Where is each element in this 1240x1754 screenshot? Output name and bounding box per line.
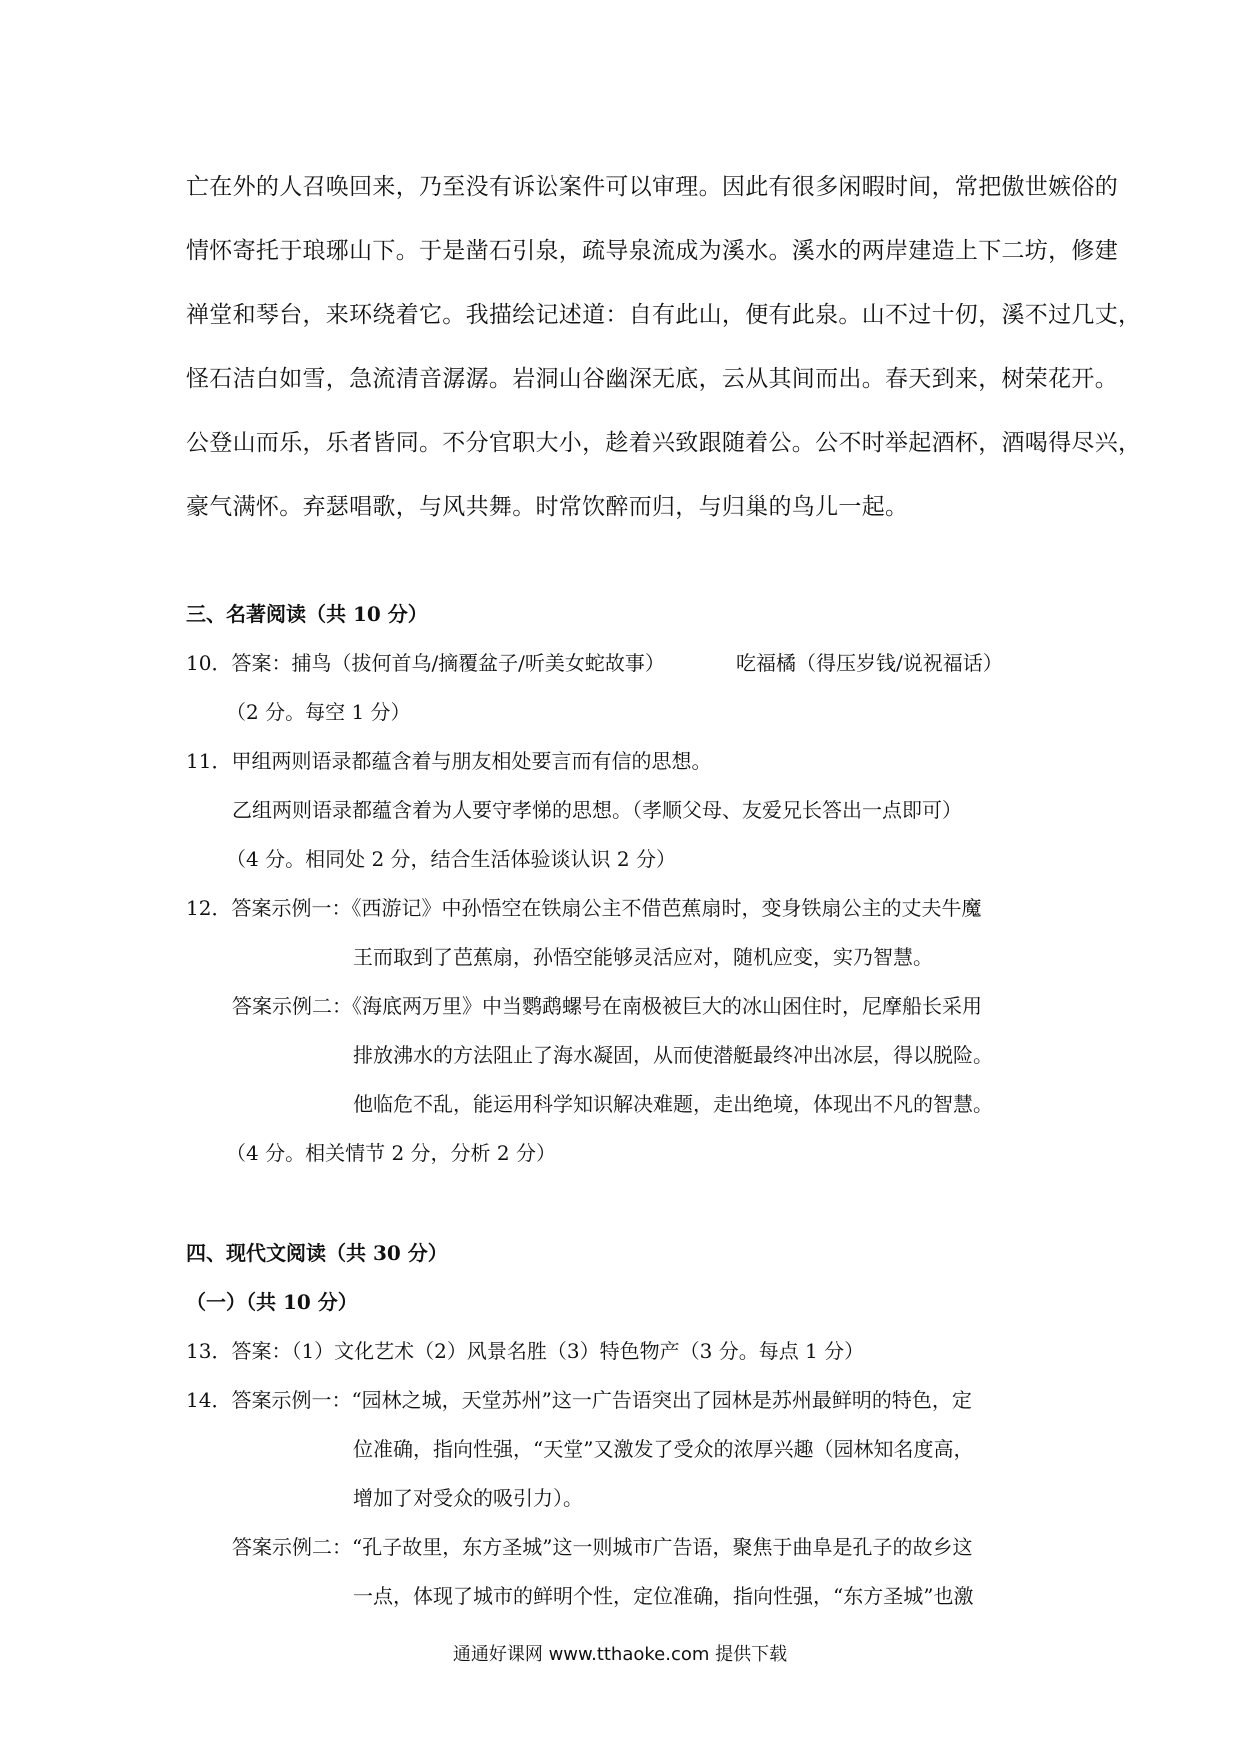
q12-score: （4 分。相关情节 2 分，分析 2 分）	[226, 1141, 556, 1165]
paragraph-line-5: 公登山而乐，乐者皆同。不分官职大小，趁着兴致跟随着公。公不时举起酒杯，酒喝得尽兴，	[186, 430, 1142, 456]
q12-example-1-line-2: 王而取到了芭蕉扇，孙悟空能够灵活应对，随机应变，实乃智慧。	[353, 945, 933, 969]
q12-example-2-line-1: 答案示例二：《海底两万里》中当鹦鹉螺号在南极被巨大的冰山困住时，尼摩船长采用	[232, 994, 982, 1018]
q14-example-1-line-1: 14．答案示例一：“园林之城，天堂苏州”这一广告语突出了园林是苏州最鲜明的特色，定	[186, 1388, 972, 1412]
paragraph-line-2: 情怀寄托于琅琊山下。于是凿石引泉，疏导泉流成为溪水。溪水的两岸建造上下二坊，修建	[186, 238, 1118, 264]
q10-answer-b: 吃福橘（得压岁钱/说祝福话）	[736, 651, 1003, 675]
section-4-subheading: （一）（共 10 分）	[186, 1290, 358, 1314]
q10-score: （2 分。每空 1 分）	[226, 700, 411, 724]
paragraph-line-3: 禅堂和琴台，来环绕着它。我描绘记述道：自有此山，便有此泉。山不过十仞，溪不过几丈，	[186, 302, 1142, 328]
paragraph-line-6: 豪气满怀。弃瑟唱歌，与风共舞。时常饮醉而归，与归巢的鸟儿一起。	[186, 494, 909, 520]
q13-answer: 13．答案：（1）文化艺术（2）风景名胜（3）特色物产（3 分。每点 1 分）	[186, 1339, 865, 1363]
q14-example-1-line-2: 位准确，指向性强，“天堂”又激发了受众的浓厚兴趣（园林知名度高，	[353, 1437, 974, 1461]
section-3-heading: 三、名著阅读（共 10 分）	[186, 602, 428, 626]
paragraph-line-4: 怪石洁白如雪，急流清音潺潺。岩洞山谷幽深无底，云从其间而出。春天到来，树荣花开。	[186, 366, 1118, 392]
q12-example-2-line-2: 排放沸水的方法阻止了海水凝固，从而使潜艇最终冲出冰层，得以脱险。	[353, 1043, 993, 1067]
q12-example-2-line-3: 他临危不乱，能运用科学知识解决难题，走出绝境，体现出不凡的智慧。	[353, 1092, 993, 1116]
section-4-heading: 四、现代文阅读（共 30 分）	[186, 1241, 448, 1265]
q14-example-2-line-1: 答案示例二：“孔子故里，东方圣城”这一则城市广告语，聚焦于曲阜是孔子的故乡这	[232, 1535, 973, 1559]
q11-score: （4 分。相同处 2 分，结合生活体验谈认识 2 分）	[226, 847, 676, 871]
page-footer: 通通好课网 www.tthaoke.com 提供下载	[452, 1644, 788, 1665]
q14-example-2-line-2: 一点，体现了城市的鲜明个性，定位准确，指向性强，“东方圣城”也激	[353, 1584, 974, 1608]
paragraph-line-1: 亡在外的人召唤回来，乃至没有诉讼案件可以审理。因此有很多闲暇时间，常把傲世嫉俗的	[186, 174, 1118, 200]
q11-line-1: 11．甲组两则语录都蕴含着与朋友相处要言而有信的思想。	[186, 749, 712, 773]
q14-example-1-line-3: 增加了对受众的吸引力）。	[353, 1486, 583, 1510]
q12-example-1-line-1: 12．答案示例一：《西游记》中孙悟空在铁扇公主不借芭蕉扇时，变身铁扇公主的丈夫牛魔	[186, 896, 982, 920]
q11-line-2: 乙组两则语录都蕴含着为人要守孝悌的思想。（孝顺父母、友爱兄长答出一点即可）	[232, 798, 962, 822]
q10-answer-a: 10．答案：捕鸟（拔何首乌/摘覆盆子/听美女蛇故事）	[186, 651, 665, 675]
